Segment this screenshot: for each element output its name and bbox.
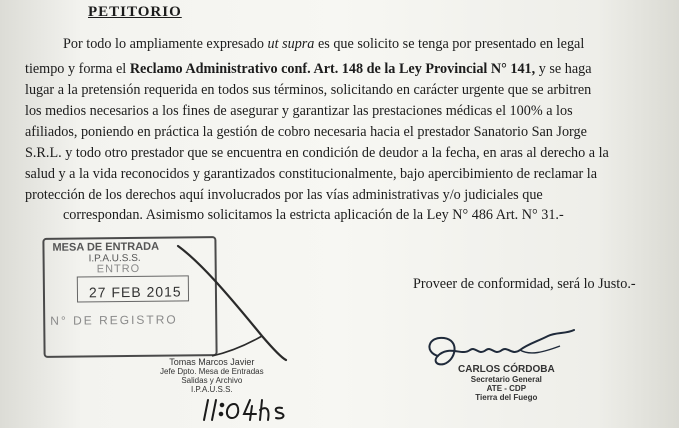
stamp-registry-number: N° DE REGISTRO xyxy=(50,312,178,328)
receiver-org: I.P.A.U.S.S. xyxy=(190,385,233,394)
paragraph-text: correspondan. Asimismo solicitamos la estricta aplicación de la Ley N° 486 Art. N° 31.- xyxy=(63,207,564,223)
paragraph-text: Por todo lo ampliamente expresado xyxy=(63,36,268,52)
paragraph-text: y se haga xyxy=(535,61,592,77)
paragraph-text: ut supra xyxy=(267,36,315,52)
paragraph-line xyxy=(25,60,592,78)
document-title: PETITORIO xyxy=(88,4,182,20)
signatory-union: ATE - CDP xyxy=(486,384,527,393)
paragraph-line xyxy=(63,206,564,224)
stamp-institution: I.P.A.U.S.S. xyxy=(88,252,141,265)
paragraph-text: S.R.L. y todo otro prestador que se encuentra en condición de deudor a la fecha, en aras al derecho a la xyxy=(25,145,609,161)
paragraph-line xyxy=(25,81,591,99)
signatory-block xyxy=(458,364,555,402)
stamp-date: 27 FEB 2015 xyxy=(88,283,182,301)
signatory-name: CARLOS CÓRDOBA xyxy=(458,364,555,375)
paragraph-line xyxy=(25,123,587,141)
signatory-place: Tierra del Fuego xyxy=(475,393,538,402)
closing-formula: Proveer de conformidad, será lo Justo.- xyxy=(413,276,636,292)
paragraph-line xyxy=(25,102,573,120)
stamp-office: MESA DE ENTRADA xyxy=(52,240,160,254)
paragraph-text: es que solicito se tenga por presentado en legal xyxy=(314,36,585,52)
receiver-role-2: Salidas y Archivo xyxy=(181,376,243,385)
stamp-entry: ENTRO xyxy=(96,262,141,276)
paragraph-text: lugar a la pretensión requerida en todos sus términos, solicitando en carácter urgente que se arbitren xyxy=(25,82,592,98)
handwritten-time xyxy=(204,400,283,420)
paragraph-text: salud y a la vida reconocidos y garantizados constitucionalmente, bajo apercibimiento de reclamar la xyxy=(25,166,598,182)
receiver-role: Jefe Dpto. Mesa de Entradas xyxy=(160,367,264,376)
paragraph-line xyxy=(25,144,609,162)
reception-stamp xyxy=(42,236,217,358)
signatory-signature-underline xyxy=(520,346,560,353)
paragraph-line xyxy=(25,186,543,204)
receiver-block xyxy=(160,358,264,394)
paragraph-text: protección de los derechos aquí involucrados por las vías administrativas y/o judiciales que xyxy=(25,187,543,203)
receiver-signature-tail xyxy=(212,336,262,356)
receiver-name: Tomas Marcos Javier xyxy=(169,357,255,367)
paragraph-line xyxy=(63,35,584,53)
signatory-signature xyxy=(429,330,574,364)
signatory-role: Secretario General xyxy=(470,375,542,384)
paragraph-line xyxy=(25,165,597,183)
paragraph-text: afiliados, poniendo en práctica la gestión de cobro necesaria hacia el prestador Sanatorio San Jorge xyxy=(25,124,587,140)
paragraph-text: los medios necesarios a los fines de asegurar y garantizar las prestaciones médicas el 100% a los xyxy=(25,103,573,119)
paragraph-text: tiempo y forma el xyxy=(25,61,130,77)
paragraph-text: Reclamo Administrativo conf. Art. 148 de la Ley Provincial N° 141, xyxy=(129,61,536,77)
